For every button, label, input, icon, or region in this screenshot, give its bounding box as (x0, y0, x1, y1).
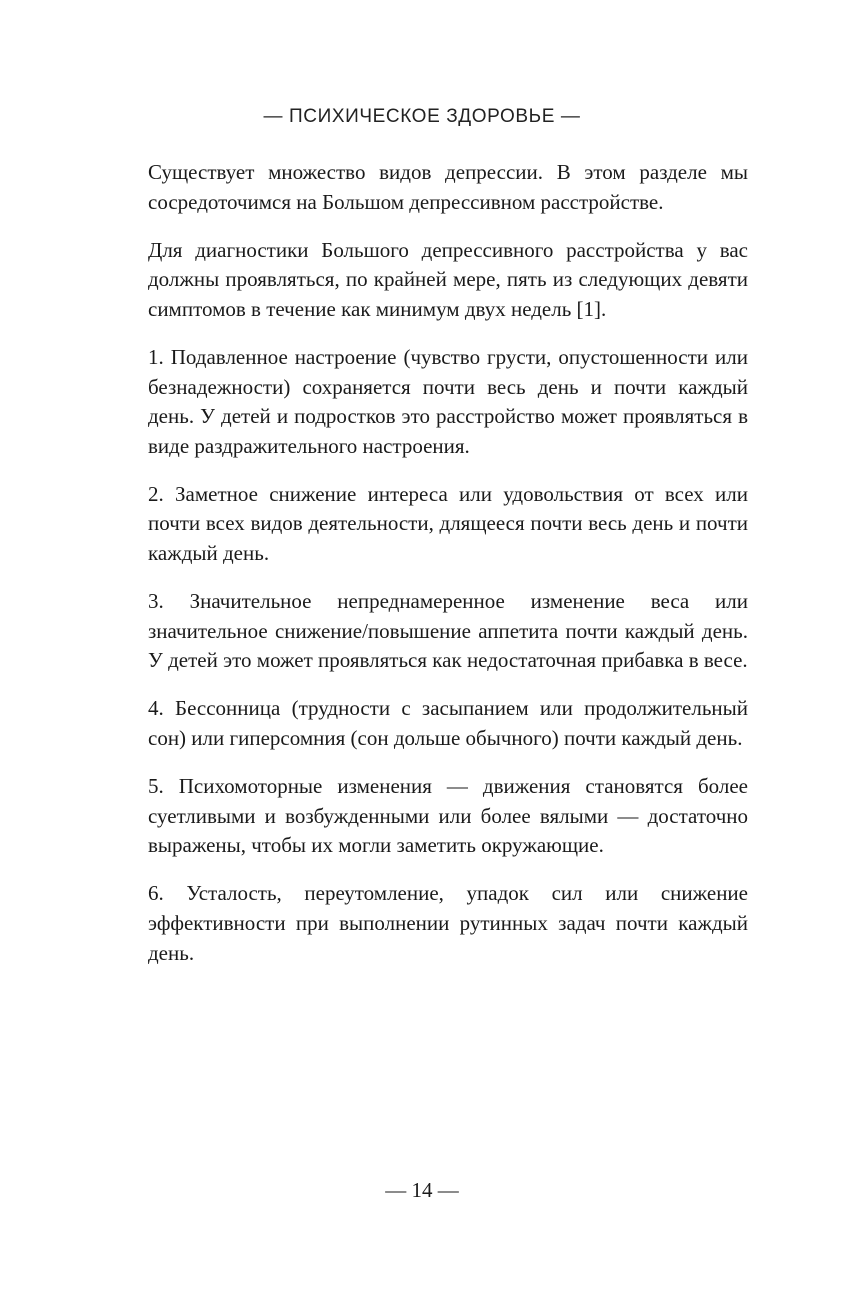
symptom-5: 5. Психомоторные изменения — движения становятся более суетливыми и возбужденными или более вялыми — достаточно выражены, чтобы их могли заметить окружающие. (148, 774, 748, 858)
symptom-4: 4. Бессонница (трудности с засыпанием или продолжительный сон) или гиперсомния (сон дольше обычного) почти каждый день. (148, 696, 748, 750)
paragraph-diagnosis: Для диагностики Большого депрессивного расстройства у вас должны проявляться, по крайней мере, пять из следующих девяти симптомов в течение как минимум двух недель [1]. (148, 237, 748, 321)
running-head: — ПСИХИЧЕСКОЕ ЗДОРОВЬЕ — (263, 106, 581, 127)
page-number: — 14 — (385, 1178, 459, 1202)
symptom-6: 6. Усталость, переутомление, упадок сил или снижение эффективности при выполнении рутинных задач почти каждый день. (148, 881, 748, 965)
symptom-2: 2. Заметное снижение интереса или удовольствия от всех или почти всех видов деятельности, длящееся почти весь день и почти каждый день. (148, 481, 748, 566)
symptom-1: 1. Подавленное настроение (чувство грусти, опустошенности или безнадежности) сохраняется почти весь день и почти каждый день. У детей и подростков это расстройство может проявляться в виде раздражительного настроения. (148, 344, 748, 458)
symptom-3: 3. Значительное непреднамеренное изменение веса или значительное снижение/повышение аппетита почти каждый день. У детей это может проявляться как недостаточная прибавка в весе. (148, 589, 748, 673)
body-text (148, 158, 748, 987)
paragraph-intro: Существует множество видов депрессии. В этом разделе мы сосредоточимся на Большом депрессивном расстройстве. (148, 160, 748, 214)
